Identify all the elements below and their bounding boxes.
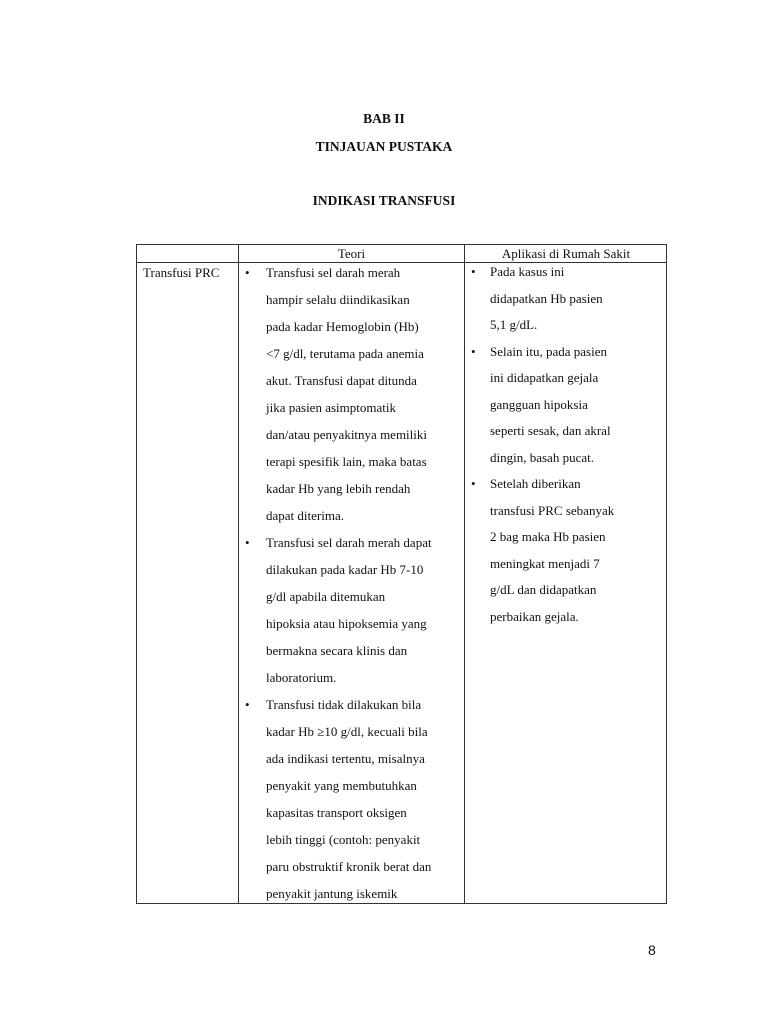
bullet-text-line: <7 g/dl, terutama pada anemia bbox=[266, 346, 424, 361]
header-teori: Teori bbox=[337, 246, 366, 261]
indication-table bbox=[136, 244, 667, 904]
bullet-text-line: lebih tinggi (contoh: penyakit bbox=[266, 832, 421, 847]
bullet-text-line: g/dL dan didapatkan bbox=[490, 582, 597, 597]
section-title: INDIKASI TRANSFUSI bbox=[312, 193, 456, 208]
bullet-text-line: gangguan hipoksia bbox=[490, 396, 588, 412]
bullet-text-line: ini didapatkan gejala bbox=[490, 370, 599, 385]
bullet-icon: • bbox=[245, 265, 250, 280]
column-divider bbox=[464, 245, 465, 903]
bullet-text-line: terapi spesifik lain, maka batas bbox=[266, 454, 427, 469]
bullet-text-line: paru obstruktif kronik berat dan bbox=[266, 859, 432, 874]
bullet-icon: • bbox=[245, 697, 250, 712]
bullet-text-line: dan/atau penyakitnya memiliki bbox=[266, 427, 428, 442]
bullet-icon: • bbox=[471, 476, 476, 491]
bullet-text-line: Transfusi tidak dilakukan bila bbox=[266, 697, 422, 712]
bullet-text-line: laboratorium. bbox=[266, 670, 337, 685]
bullet-text-line: jika pasien asimptomatik bbox=[266, 400, 396, 415]
bullet-text-line: dapat diterima. bbox=[266, 508, 344, 523]
bullet-text-line: 2 bag maka Hb pasien bbox=[490, 529, 606, 544]
bullet-text-line: dilakukan pada kadar Hb 7-10 bbox=[266, 562, 424, 577]
bullet-text-line: Transfusi sel darah merah dapat bbox=[266, 535, 432, 550]
bullet-text-line: dingin, basah pucat. bbox=[490, 449, 594, 465]
header-divider bbox=[137, 262, 666, 263]
bullet-icon: • bbox=[471, 343, 476, 359]
bullet-text-line: penyakit jantung iskemik bbox=[266, 886, 398, 901]
bullet-text-line: Pada kasus ini bbox=[490, 264, 565, 279]
bullet-text-line: g/dl apabila ditemukan bbox=[266, 589, 386, 604]
page-number: 8 bbox=[648, 942, 656, 958]
row-label: Transfusi PRC bbox=[143, 265, 220, 280]
bullet-text-line: bermakna secara klinis dan bbox=[266, 643, 408, 658]
chapter-title: TINJAUAN PUSTAKA bbox=[315, 139, 453, 154]
bullet-text-line: kadar Hb yang lebih rendah bbox=[266, 481, 411, 496]
bullet-text-line: perbaikan gejala. bbox=[490, 608, 579, 624]
bullet-icon: • bbox=[471, 264, 476, 279]
bullet-text-line: transfusi PRC sebanyak bbox=[490, 502, 615, 518]
bullet-text-line: 5,1 g/dL. bbox=[490, 317, 538, 332]
bullet-text-line: akut. Transfusi dapat ditunda bbox=[266, 373, 417, 388]
bullet-text-line: Setelah diberikan bbox=[490, 476, 581, 491]
bullet-text-line: ada indikasi tertentu, misalnya bbox=[266, 751, 425, 766]
bullet-text-line: kadar Hb ≥10 g/dl, kecuali bila bbox=[266, 724, 428, 739]
bullet-text-line: pada kadar Hemoglobin (Hb) bbox=[266, 319, 419, 334]
bullet-text-line: meningkat menjadi 7 bbox=[490, 555, 600, 571]
bullet-text-line: hampir selalu diindikasikan bbox=[266, 292, 410, 307]
bullet-text-line: didapatkan Hb pasien bbox=[490, 290, 603, 306]
column-divider bbox=[238, 245, 239, 903]
bullet-icon: • bbox=[245, 535, 250, 550]
bullet-text-line: penyakit yang membutuhkan bbox=[266, 778, 417, 793]
bullet-text-line: Selain itu, pada pasien bbox=[490, 343, 607, 359]
bullet-text-line: hipoksia atau hipoksemia yang bbox=[266, 616, 427, 631]
bullet-text-line: kapasitas transport oksigen bbox=[266, 805, 407, 820]
bullet-text-line: seperti sesak, dan akral bbox=[490, 423, 611, 438]
bullet-text-line: Transfusi sel darah merah bbox=[266, 265, 401, 280]
header-aplikasi: Aplikasi di Rumah Sakit bbox=[501, 246, 631, 261]
chapter-number: BAB II bbox=[363, 111, 405, 126]
